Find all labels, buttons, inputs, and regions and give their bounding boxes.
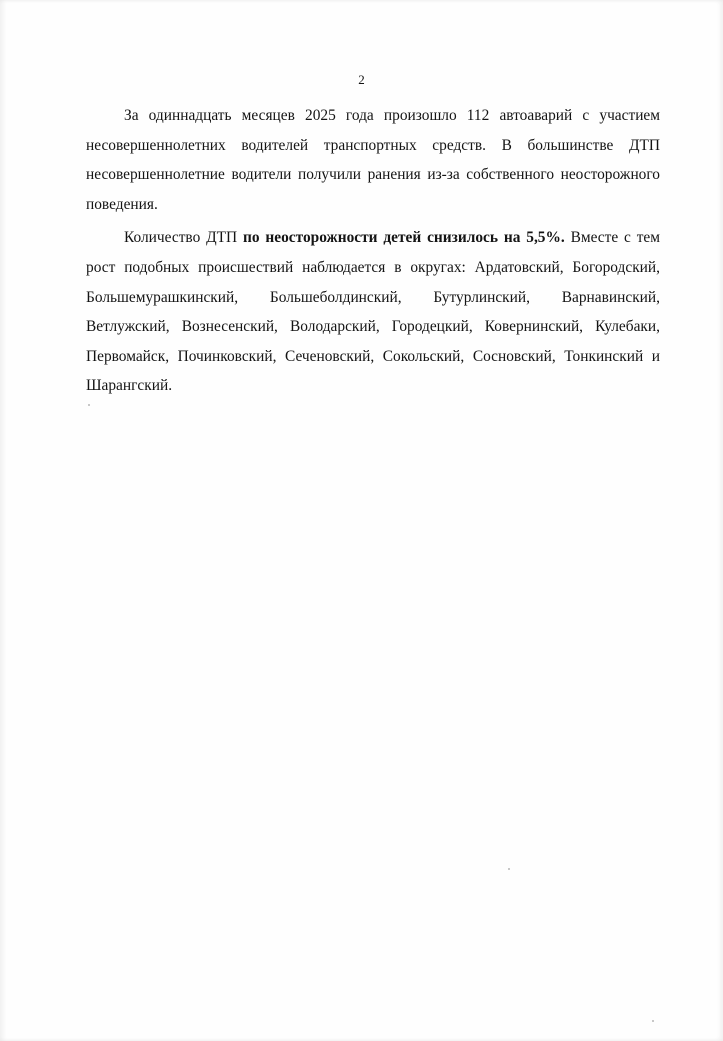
paragraph2-bold-statistic: по неосторожности детей снизилось на 5,5%. — [242, 229, 565, 247]
paragraph-accidents-minor-drivers: За одиннадцать месяцев 2025 года произошло 112 автоаварий с участием несовершеннолетних водителей транспортных средств. В большинстве ДТП несовершеннолетние водители получили ранения из-за собственного неосторожного поведения. — [86, 107, 660, 213]
scan-speck — [508, 868, 510, 870]
scan-speck — [652, 1020, 654, 1022]
document-body — [86, 101, 660, 401]
paragraph2-districts: Вместе с тем рост подобных происшествий наблюдается в округах: Ардатовский, Богородский, Большемурашкинский, Большеболдинский, Бутурлинский, Варнавинский, Ветлужский, Вознесенский, Володарский, Городецкий, Ковернинский, Кулебаки, Первомайск, Починковский, Сеченовский, Сокольский, Сосновский, Тонкинский и Шарангский. — [86, 229, 660, 395]
page-number: 2 — [358, 72, 365, 87]
paragraph2-intro: Количество ДТП — [124, 229, 243, 247]
paragraph-decrease-and-districts — [86, 223, 660, 401]
scan-speck — [88, 404, 90, 406]
